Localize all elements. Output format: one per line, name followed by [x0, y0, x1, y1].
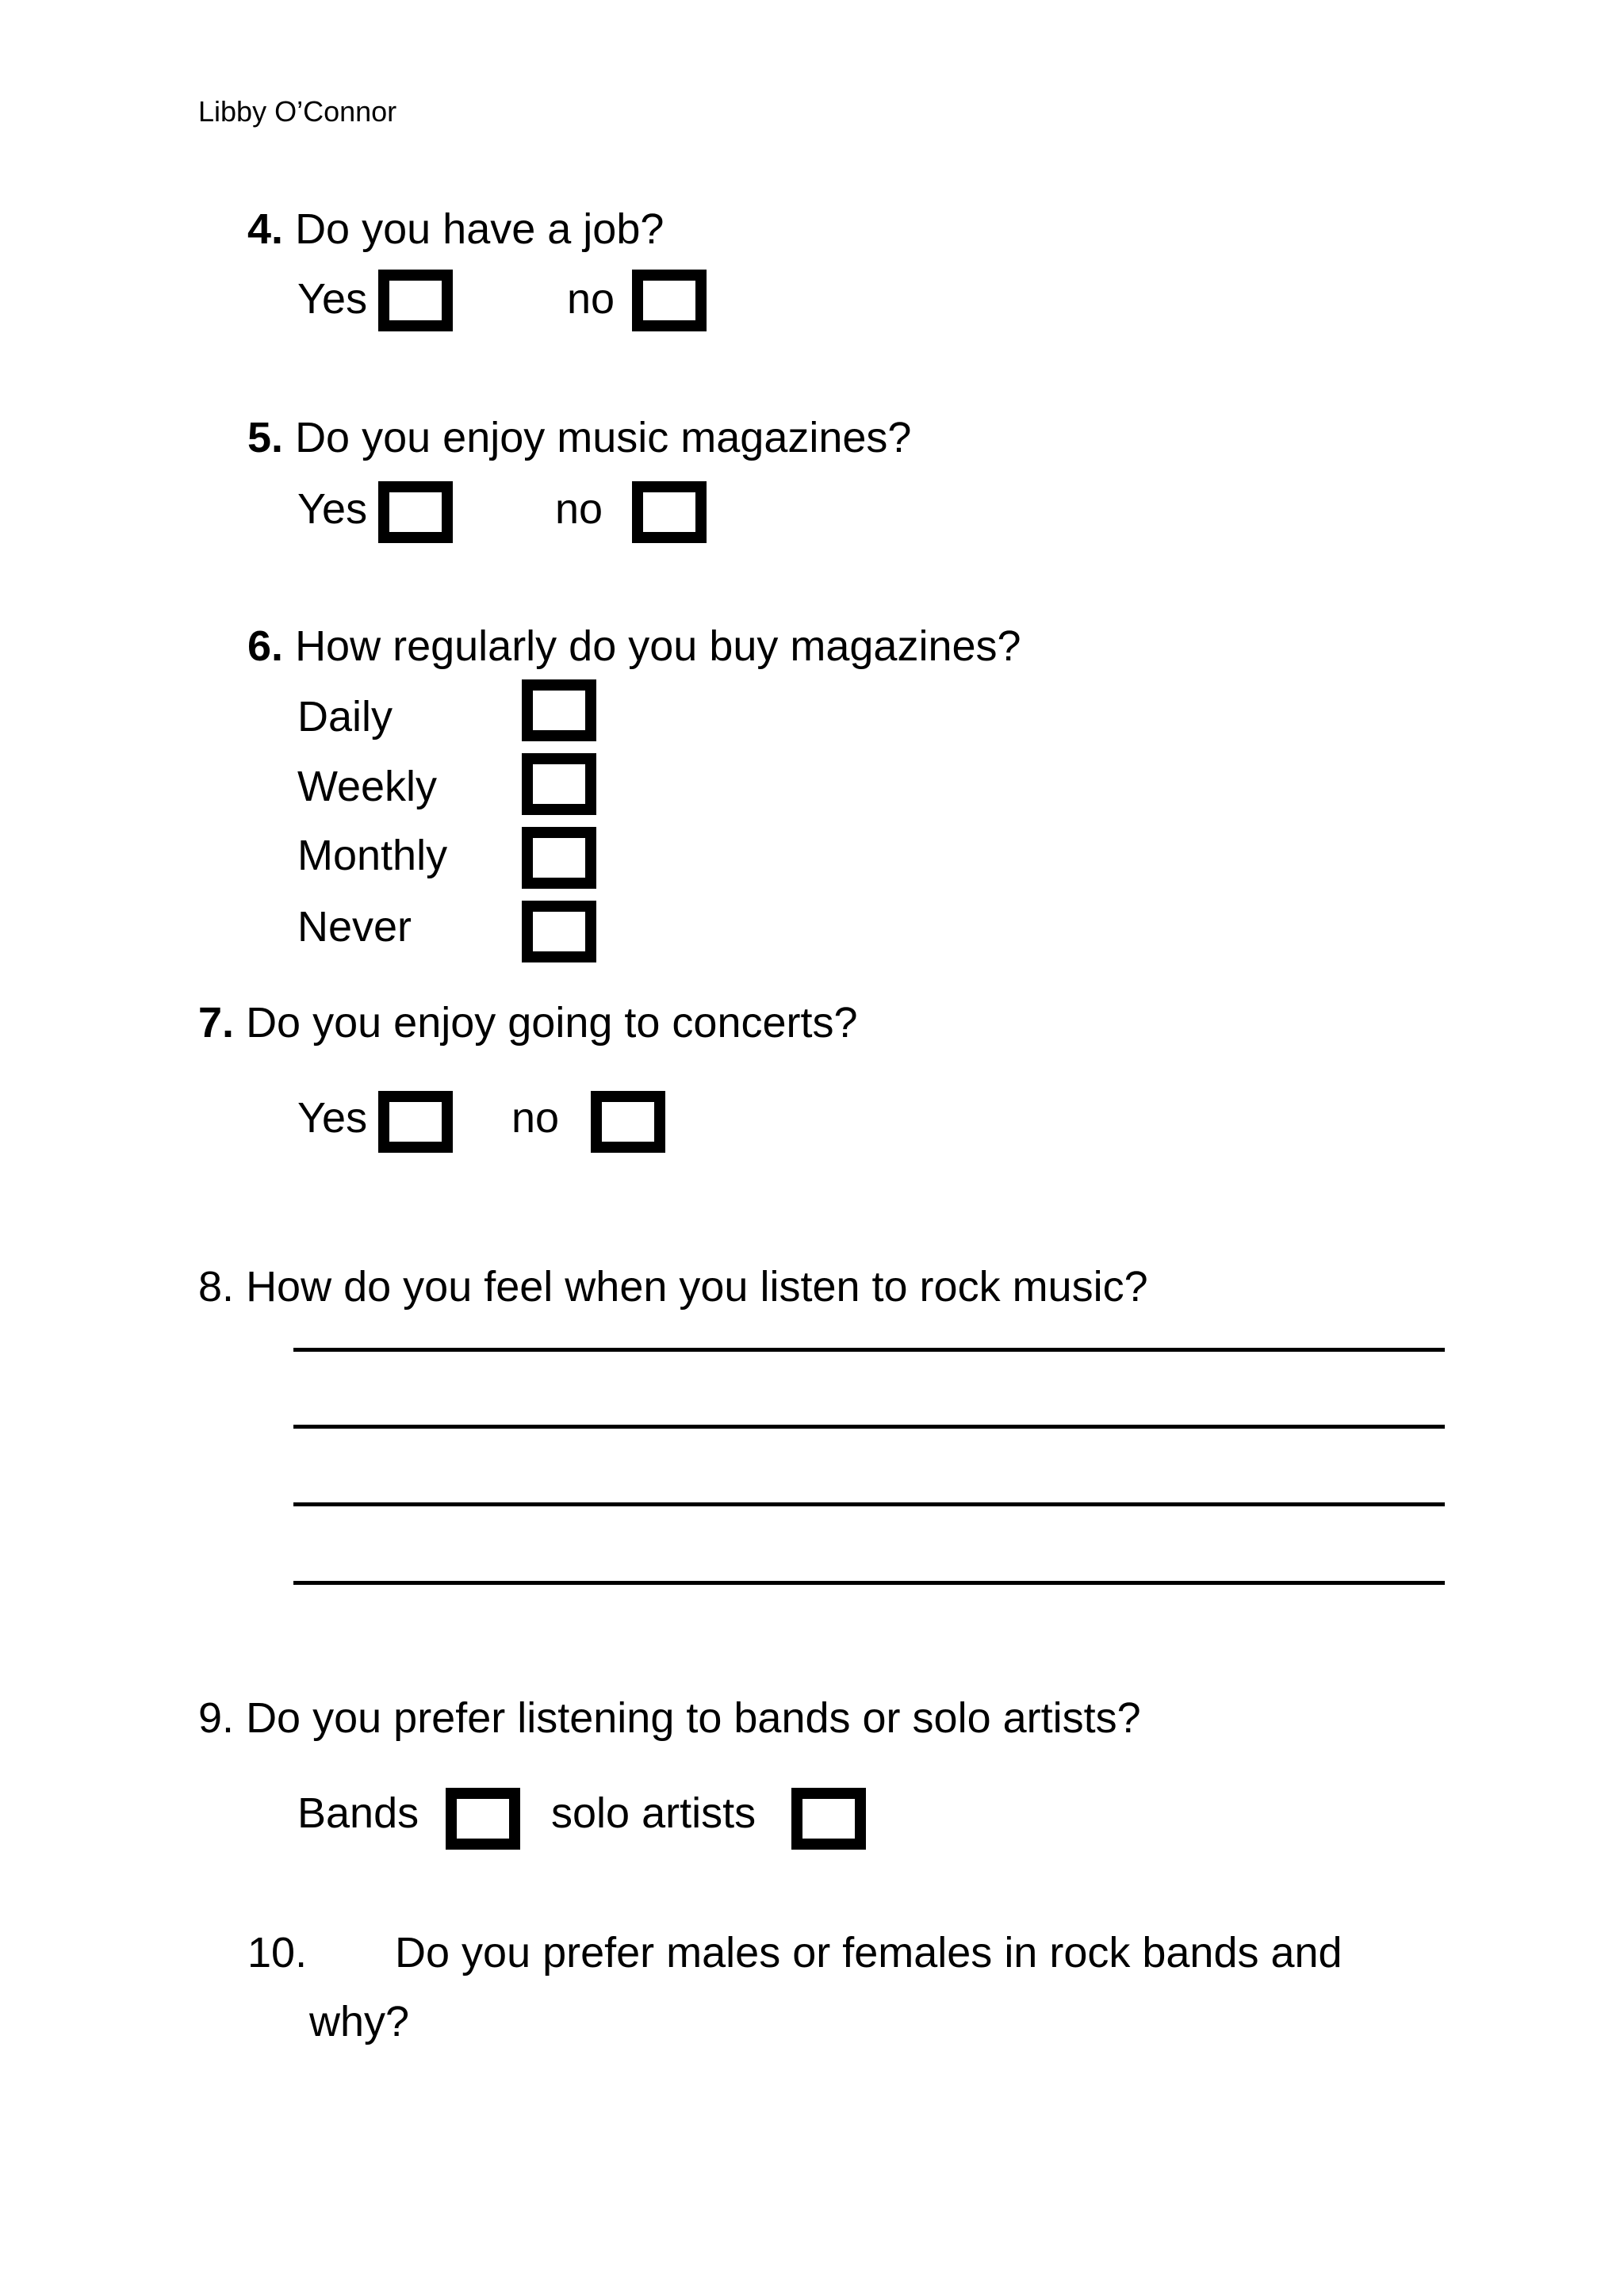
checkbox-solo-artists[interactable] [791, 1788, 866, 1850]
answer-line-3[interactable] [293, 1502, 1445, 1506]
question-number: 4. [247, 205, 284, 253]
checkbox-never[interactable] [522, 901, 596, 962]
question-text: How do you feel when you listen to rock music? [246, 1263, 1148, 1311]
question-text: Do you have a job? [295, 205, 665, 253]
question-number: 5. [247, 414, 284, 461]
question-number: 9. [198, 1694, 235, 1742]
option-label-solo-artists: solo artists [551, 1789, 756, 1837]
question-text: Do you prefer listening to bands or solo artists? [246, 1694, 1141, 1742]
checkbox-magazines-yes[interactable] [378, 481, 453, 543]
question-text: How regularly do you buy magazines? [295, 622, 1021, 670]
question-7 [198, 999, 858, 1047]
checkbox-concerts-yes[interactable] [378, 1091, 453, 1153]
checkbox-bands[interactable] [446, 1788, 520, 1850]
answer-line-4[interactable] [293, 1581, 1445, 1585]
question-8 [198, 1263, 1148, 1311]
question-5 [247, 416, 911, 459]
option-label-no: no [511, 1094, 560, 1142]
option-label-monthly: Monthly [297, 832, 448, 879]
question-text: Do you enjoy music magazines? [295, 414, 912, 461]
checkbox-job-yes[interactable] [378, 270, 453, 331]
question-number: 7. [198, 999, 235, 1047]
option-label-daily: Daily [297, 693, 393, 740]
checkbox-daily[interactable] [522, 679, 596, 741]
answer-line-2[interactable] [293, 1425, 1445, 1429]
option-label-never: Never [297, 903, 412, 951]
question-10-number: 10. [247, 1929, 308, 1976]
option-label-no: no [567, 275, 615, 323]
option-label-yes: Yes [297, 1094, 368, 1142]
question-number: 6. [247, 622, 284, 670]
checkbox-job-no[interactable] [632, 270, 707, 331]
option-label-weekly: Weekly [297, 763, 438, 810]
checkbox-magazines-no[interactable] [632, 481, 707, 543]
author-name: Libby O’Connor [198, 95, 397, 128]
question-text: Do you enjoy going to concerts? [246, 999, 858, 1047]
option-label-yes: Yes [297, 485, 368, 533]
question-10-text-cont: why? [309, 1998, 410, 2045]
option-label-bands: Bands [297, 1789, 419, 1837]
checkbox-monthly[interactable] [522, 827, 596, 889]
question-6 [247, 622, 1021, 670]
question-10-text: Do you prefer males or females in rock bands and [395, 1929, 1342, 1976]
question-number: 8. [198, 1263, 235, 1311]
answer-line-1[interactable] [293, 1348, 1445, 1352]
checkbox-concerts-no[interactable] [591, 1091, 665, 1153]
question-4 [247, 205, 665, 253]
option-label-no: no [555, 485, 603, 533]
checkbox-weekly[interactable] [522, 753, 596, 815]
question-9 [198, 1694, 1141, 1742]
option-label-yes: Yes [297, 275, 368, 323]
